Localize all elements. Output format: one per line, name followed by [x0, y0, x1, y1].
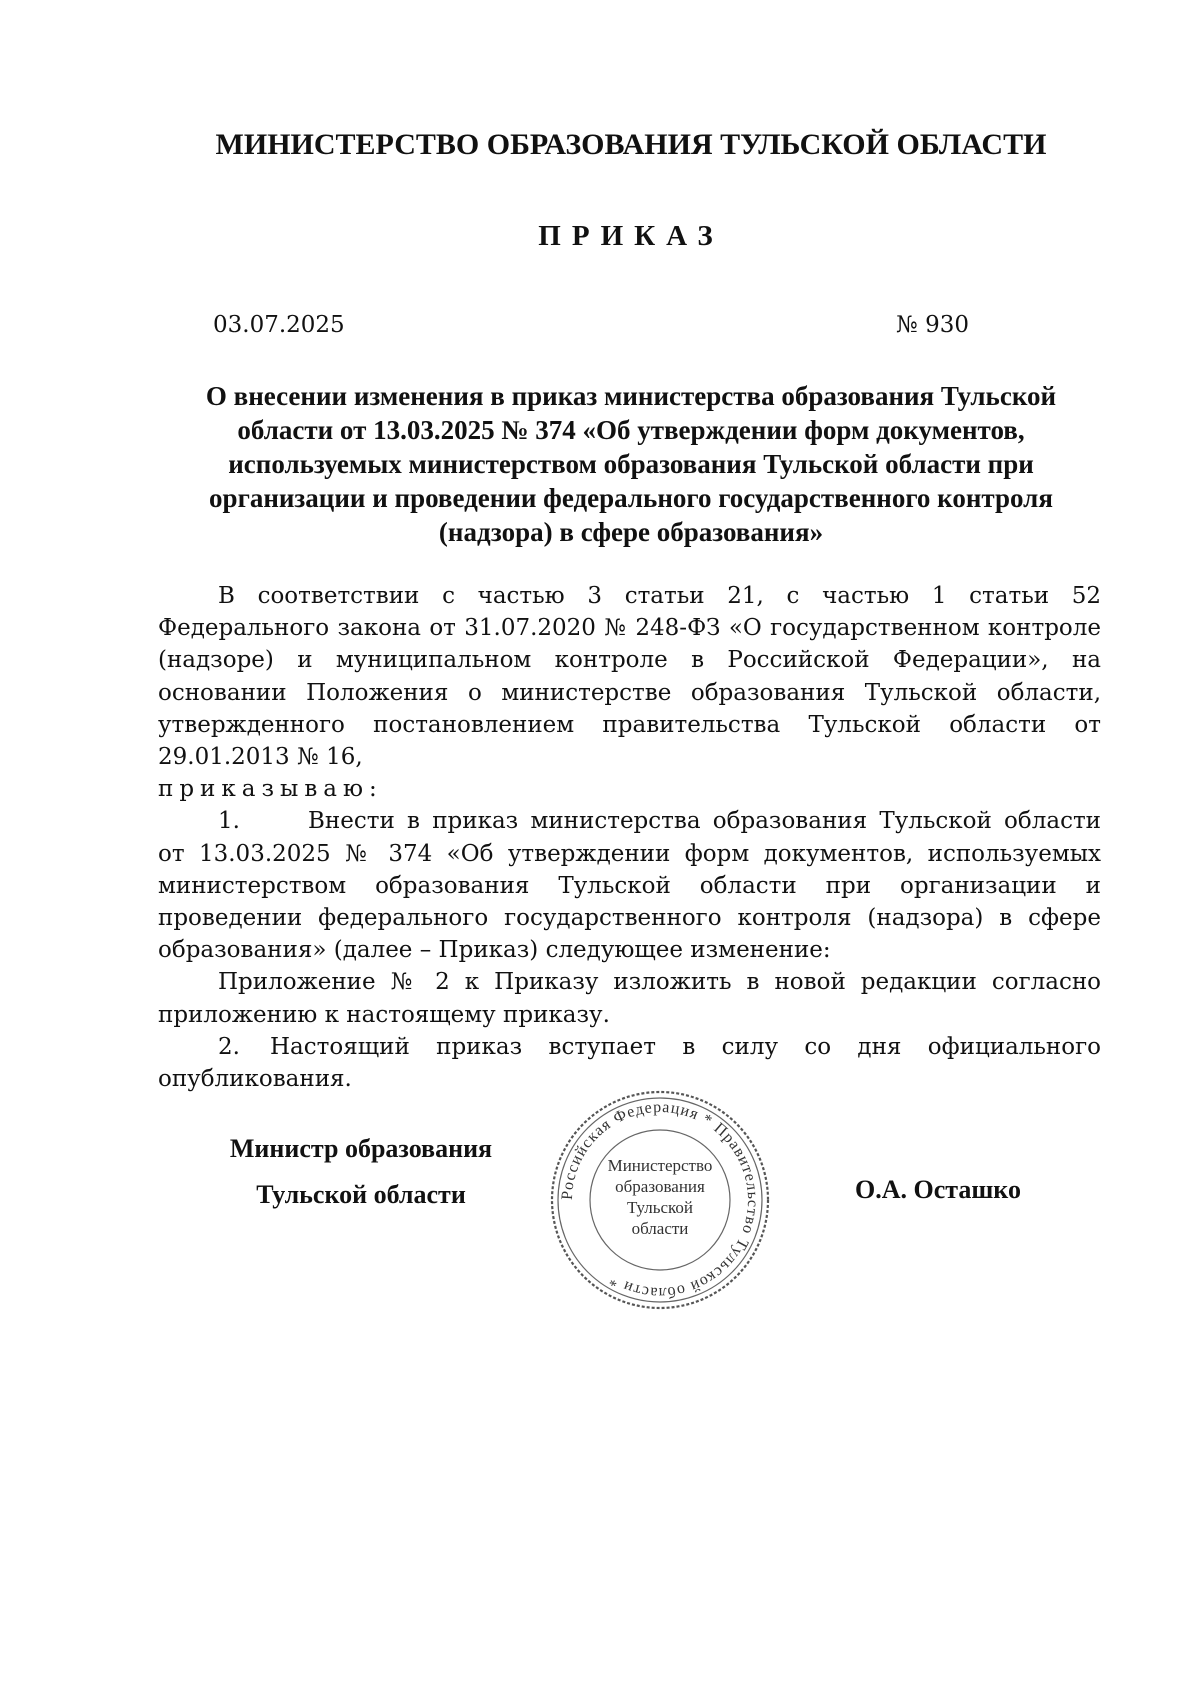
item-2-text: Настоящий приказ вступает в силу со дня официального опубликования.: [158, 1033, 1101, 1093]
item-2-number: 2.: [218, 1033, 240, 1060]
official-seal: [545, 1085, 775, 1315]
seal-center-line: Тульской: [626, 1198, 694, 1217]
signer-position-line: Министр образования: [229, 1134, 493, 1163]
subject-line: области от 13.03.2025 № 374 «Об утверждении форм документов,: [237, 415, 1025, 445]
document-type: ПРИКАЗ: [538, 220, 724, 252]
document-subject: [170, 379, 1092, 549]
preamble-paragraph: В соответствии с частью 3 статьи 21, с частью 1 статьи 52 Федерального закона от 31.07.2020 № 248-ФЗ «О государственном контроле (надзоре) и муниципальном контроле в Российской Федерации», на основании Положения о министерстве образования Тульской области, утвержденного постановлением правительства Тульской области от 29.01.2013 № 16,: [158, 583, 1101, 771]
subject-line: (надзора) в сфере образования»: [438, 517, 824, 547]
document-date: 03.07.2025: [213, 312, 345, 338]
signer-position: [196, 1126, 526, 1218]
ministry-title: МИНИСТЕРСТВО ОБРАЗОВАНИЯ ТУЛЬСКОЙ ОБЛАСТИ: [215, 128, 1047, 161]
seal-center-line: Министерство: [607, 1156, 713, 1175]
signer-name: О.А. Осташко: [855, 1175, 1021, 1204]
seal-graphic: [545, 1085, 775, 1315]
subject-line: используемых министерством образования Тульской области при: [228, 449, 1034, 479]
item-1-subparagraph: Приложение № 2 к Приказу изложить в новой редакции согласно приложению к настоящему приказу.: [158, 969, 1101, 1028]
signer-position-line: Тульской области: [256, 1180, 466, 1209]
item-1-text: Внести в приказ министерства образования Тульской области от 13.03.2025 № 374 «Об утверждении форм документов, используемых министерством образования Тульской области при организации и проведении федерального государственного контроля (надзора) в сфере образования» (далее – Приказ) следующее изменение:: [158, 808, 1101, 964]
seal-center-line: области: [631, 1219, 689, 1238]
order-word: приказываю:: [158, 776, 383, 803]
item-1: [158, 805, 1101, 966]
item-1-number: 1.: [218, 808, 240, 835]
document-body: [158, 580, 1101, 1095]
subject-line: О внесении изменения в приказ министерства образования Тульской: [205, 381, 1057, 411]
subject-line: организации и проведении федерального государственного контроля: [209, 483, 1053, 513]
seal-ring-text: Российская Федерация * Правительство Тульской области *: [558, 1098, 762, 1302]
document-number: № 930: [896, 312, 969, 338]
seal-center-line: образования: [615, 1177, 705, 1196]
